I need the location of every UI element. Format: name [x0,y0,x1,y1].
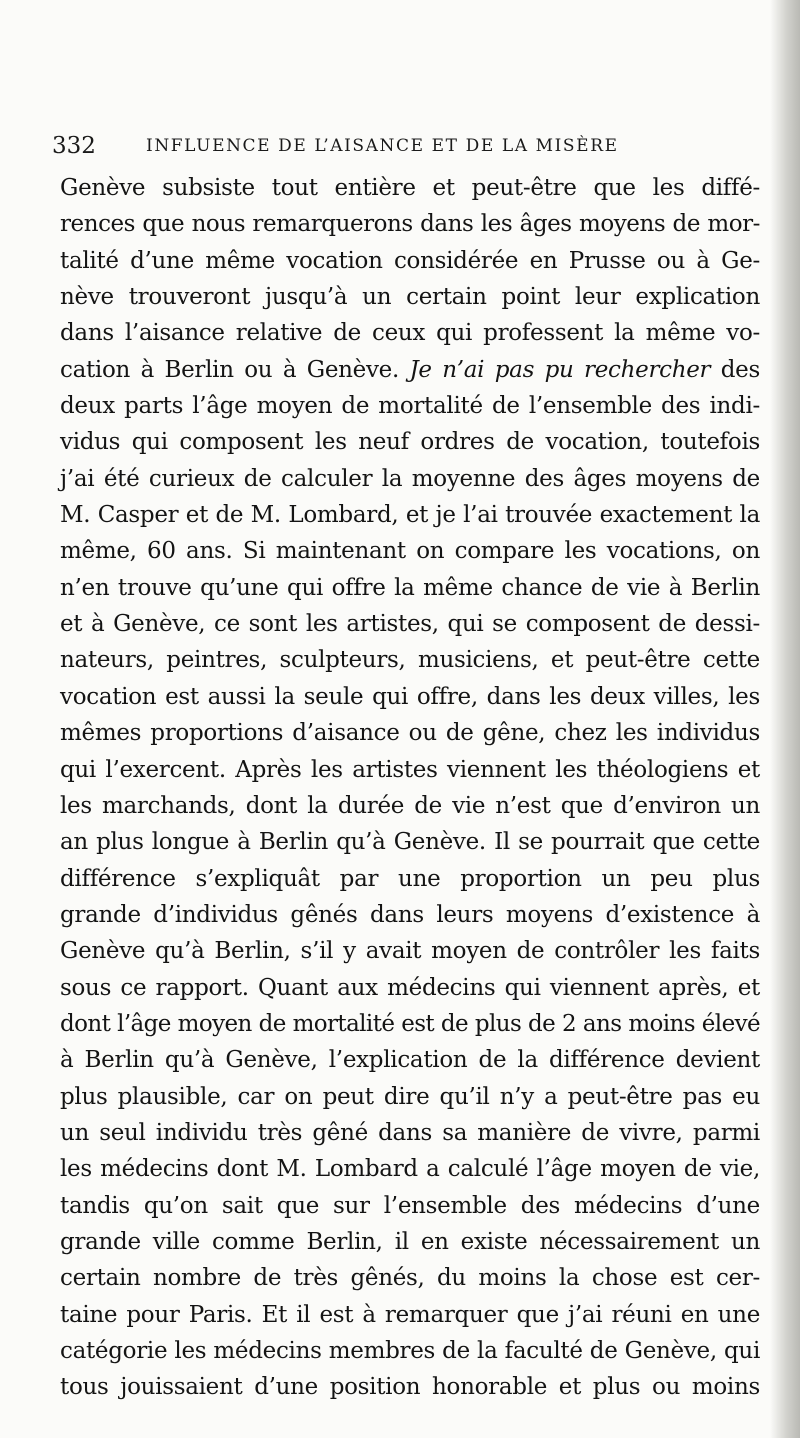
text-line: grande d’individus gênés dans leurs moyens d’existence à [60,901,760,928]
text-line: Genève qu’à Berlin, s’il y avait moyen de contrôler les faits [60,938,760,965]
text-line: sous ce rapport. Quant aux médecins qui viennent après, et [60,974,760,1001]
page-edge-shadow [770,0,800,1438]
text-line: les médecins dont M. Lombard a calculé l’âge moyen de vie, [60,1156,760,1183]
text-line: dont l’âge moyen de mortalité est de plus de 2 ans moins élevé [60,1010,760,1037]
page-number: 332 [52,133,96,159]
text-line: certain nombre de très gênés, du moins la chose est cer- [60,1265,760,1292]
text-line: même, 60 ans. Si maintenant on compare les vocations, on [60,538,760,565]
text-line: talité d’une même vocation considérée en Prusse ou à Ge- [60,247,760,274]
text-run: des [710,356,761,383]
text-line: nève trouveront jusqu’à un certain point leur explication [60,284,760,311]
text-line: grande ville comme Berlin, il en existe nécessairement un [60,1228,760,1255]
text-line: plus plausible, car on peut dire qu’il n’y a peut-être pas eu [60,1083,760,1110]
text-line: vocation est aussi la seule qui offre, dans les deux villes, les [60,683,760,710]
text-line: M. Casper et de M. Lombard, et je l’ai trouvée exactement la [60,502,760,529]
text-line: un seul individu très gêné dans sa manière de vivre, parmi [60,1119,760,1146]
text-line [60,352,760,388]
text-line: j’ai été curieux de calculer la moyenne des âges moyens de [60,465,760,492]
text-line: an plus longue à Berlin qu’à Genève. Il se pourrait que cette [60,829,760,856]
italic-phrase: Je n’ai pas pu rechercher [409,356,711,383]
text-line: tandis qu’on sait que sur l’ensemble des médecins d’une [60,1192,760,1219]
running-title: INFLUENCE DE L’AISANCE ET DE LA MISÈRE [146,136,619,156]
text-line: nateurs, peintres, sculpteurs, musiciens, et peut-être cette [60,647,760,674]
body-text [60,170,760,1406]
page-header [52,133,752,161]
text-line: n’en trouve qu’une qui offre la même chance de vie à Berlin [60,574,760,601]
text-line: Genève subsiste tout entière et peut-être que les diffé- [60,175,760,201]
text-line: rences que nous remarquerons dans les âges moyens de mor- [60,211,760,238]
text-line: dans l’aisance relative de ceux qui professent la même vo- [60,320,760,347]
text-line: vidus qui composent les neuf ordres de vocation, toutefois [60,429,760,456]
text-line: tous jouissaient d’une position honorable et plus ou moins [60,1374,760,1401]
text-line: qui l’exercent. Après les artistes viennent les théologiens et [60,756,760,783]
text-line: et à Genève, ce sont les artistes, qui se composent de dessi- [60,611,760,638]
text-line: deux parts l’âge moyen de mortalité de l’ensemble des indi- [60,393,760,420]
text-line: à Berlin qu’à Genève, l’explication de la différence devient [60,1047,760,1074]
text-run: cation à Berlin ou à Genève. [60,356,410,383]
text-line: différence s’expliquât par une proportion un peu plus [60,865,760,892]
text-line: les marchands, dont la durée de vie n’est que d’environ un [60,792,760,819]
text-line: mêmes proportions d’aisance ou de gêne, chez les individus [60,720,760,747]
text-line: catégorie les médecins membres de la faculté de Genève, qui [60,1338,760,1364]
text-line: taine pour Paris. Et il est à remarquer que j’ai réuni en une [60,1301,760,1328]
